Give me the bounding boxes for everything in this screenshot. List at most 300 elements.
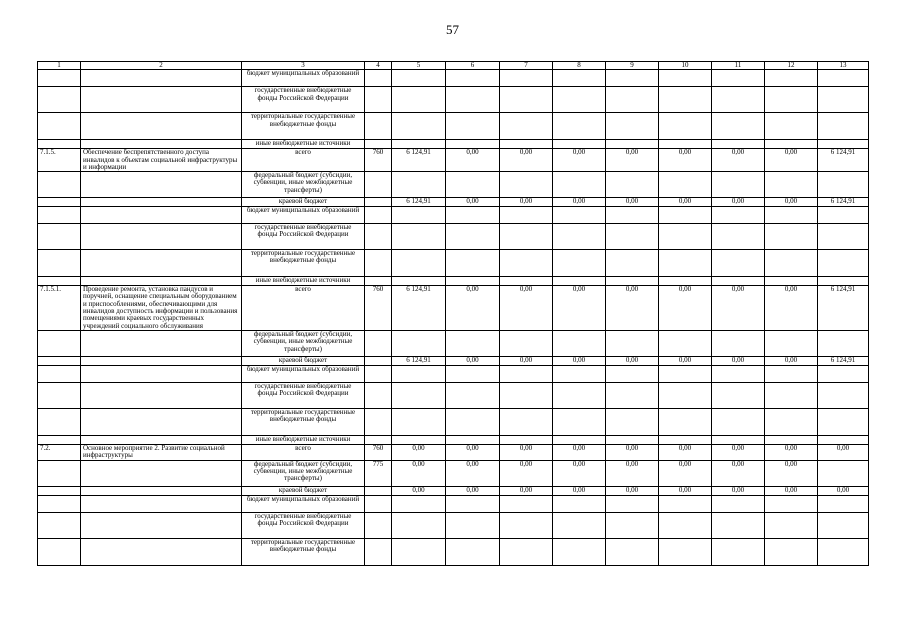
amount-cell (553, 330, 606, 356)
amount-cell: 0,00 (392, 460, 446, 486)
amount-cell (553, 277, 606, 286)
amount-cell (553, 224, 606, 250)
amount-cell (818, 172, 869, 198)
amount-cell (446, 87, 500, 113)
amount-cell: 0,00 (659, 444, 712, 460)
row-code (38, 486, 81, 495)
table-row (38, 207, 869, 224)
table-body (38, 70, 869, 565)
amount-cell (818, 277, 869, 286)
amount-cell: 0,00 (446, 444, 500, 460)
amount-cell: 6 124,91 (818, 356, 869, 365)
amount-cell: 0,00 (765, 286, 818, 331)
amount-cell (712, 512, 765, 538)
amount-cell: 0,00 (606, 198, 659, 207)
table-row (38, 70, 869, 87)
amount-cell (712, 250, 765, 277)
amount-cell (606, 172, 659, 198)
table-row (38, 356, 869, 365)
amount-cell (765, 224, 818, 250)
amount-cell (500, 512, 553, 538)
amount-cell (712, 70, 765, 87)
row-name: Обеспечение беспрепятственного доступа инвалидов к объектам социальной инфраструктуры и информации (81, 149, 242, 172)
amount-cell (765, 512, 818, 538)
amount-cell (659, 207, 712, 224)
amount-cell (606, 140, 659, 149)
amount-cell: 6 124,91 (818, 198, 869, 207)
table-row (38, 172, 869, 198)
amount-cell (818, 224, 869, 250)
amount-cell (818, 408, 869, 435)
amount-cell (659, 140, 712, 149)
amount-cell (818, 113, 869, 140)
funding-source: иные внебюджетные источники (242, 277, 365, 286)
row-name (81, 70, 242, 87)
amount-cell: 6 124,91 (392, 149, 446, 172)
amount-cell (818, 87, 869, 113)
row-code (38, 330, 81, 356)
amount-cell: 0,00 (500, 198, 553, 207)
amount-cell (446, 512, 500, 538)
amount-cell: 0,00 (659, 486, 712, 495)
row-name (81, 512, 242, 538)
row-name (81, 486, 242, 495)
amount-cell (392, 330, 446, 356)
amount-cell (659, 512, 712, 538)
amount-cell (765, 382, 818, 408)
amount-cell (765, 70, 818, 87)
amount-cell (392, 538, 446, 565)
column-4-value: 760 (365, 444, 392, 460)
amount-cell (659, 435, 712, 444)
amount-cell (659, 538, 712, 565)
row-name (81, 330, 242, 356)
amount-cell (712, 408, 765, 435)
amount-cell (659, 277, 712, 286)
row-code (38, 224, 81, 250)
amount-cell (392, 512, 446, 538)
amount-cell (392, 87, 446, 113)
funding-source: краевой бюджет (242, 486, 365, 495)
funding-source: всего (242, 286, 365, 331)
amount-cell: 0,00 (446, 486, 500, 495)
amount-cell (500, 70, 553, 87)
funding-source: краевой бюджет (242, 356, 365, 365)
row-name (81, 250, 242, 277)
amount-cell (712, 207, 765, 224)
amount-cell (500, 538, 553, 565)
amount-cell: 0,00 (659, 198, 712, 207)
column-4-value (365, 435, 392, 444)
amount-cell: 0,00 (446, 149, 500, 172)
amount-cell (446, 495, 500, 512)
amount-cell: 0,00 (553, 460, 606, 486)
amount-cell (392, 113, 446, 140)
amount-cell (446, 382, 500, 408)
amount-cell (500, 224, 553, 250)
table-row (38, 435, 869, 444)
amount-cell (606, 512, 659, 538)
amount-cell: 0,00 (712, 460, 765, 486)
column-4-value: 760 (365, 149, 392, 172)
table-row (38, 277, 869, 286)
amount-cell: 0,00 (818, 486, 869, 495)
amount-cell (659, 113, 712, 140)
amount-cell (553, 538, 606, 565)
column-header: 5 (392, 62, 446, 70)
amount-cell (500, 87, 553, 113)
table-row (38, 512, 869, 538)
amount-cell (712, 87, 765, 113)
amount-cell: 0,00 (446, 460, 500, 486)
row-code: 7.1.5.1. (38, 286, 81, 331)
amount-cell: 0,00 (392, 444, 446, 460)
amount-cell (392, 207, 446, 224)
amount-cell (606, 224, 659, 250)
column-header: 13 (818, 62, 869, 70)
amount-cell: 0,00 (659, 286, 712, 331)
page-number: 57 (446, 22, 459, 37)
amount-cell (659, 224, 712, 250)
amount-cell (392, 495, 446, 512)
row-code (38, 408, 81, 435)
amount-cell (765, 435, 818, 444)
column-header: 7 (500, 62, 553, 70)
amount-cell (553, 87, 606, 113)
amount-cell: 0,00 (553, 356, 606, 365)
amount-cell: 0,00 (712, 149, 765, 172)
amount-cell (500, 435, 553, 444)
row-name (81, 356, 242, 365)
column-header: 10 (659, 62, 712, 70)
funding-source: всего (242, 444, 365, 460)
row-code (38, 70, 81, 87)
column-4-value (365, 486, 392, 495)
column-4-value: 775 (365, 460, 392, 486)
amount-cell (553, 172, 606, 198)
amount-cell (712, 172, 765, 198)
row-code (38, 172, 81, 198)
row-name (81, 495, 242, 512)
amount-cell: 0,00 (765, 149, 818, 172)
column-4-value (365, 198, 392, 207)
amount-cell: 0,00 (500, 444, 553, 460)
column-4-value (365, 365, 392, 382)
amount-cell (392, 365, 446, 382)
funding-source: бюджет муниципальных образований (242, 365, 365, 382)
amount-cell: 0,00 (500, 286, 553, 331)
amount-cell (712, 224, 765, 250)
column-4-value (365, 113, 392, 140)
amount-cell (765, 172, 818, 198)
table-row (38, 365, 869, 382)
column-4-value (365, 512, 392, 538)
row-code (38, 512, 81, 538)
amount-cell: 0,00 (606, 444, 659, 460)
amount-cell (818, 460, 869, 486)
amount-cell (765, 365, 818, 382)
funding-source: федеральный бюджет (субсидии, субвенции, иные межбюджетные трансферты) (242, 172, 365, 198)
amount-cell (659, 382, 712, 408)
row-code (38, 356, 81, 365)
table-row (38, 140, 869, 149)
amount-cell (553, 207, 606, 224)
row-code (38, 207, 81, 224)
funding-source: федеральный бюджет (субсидии, субвенции, иные межбюджетные трансферты) (242, 330, 365, 356)
amount-cell (712, 113, 765, 140)
amount-cell: 0,00 (500, 486, 553, 495)
amount-cell: 6 124,91 (392, 356, 446, 365)
amount-cell (553, 70, 606, 87)
amount-cell: 0,00 (765, 486, 818, 495)
row-code (38, 495, 81, 512)
amount-cell (446, 330, 500, 356)
funding-source: государственные внебюджетные фонды Российской Федерации (242, 224, 365, 250)
amount-cell (606, 538, 659, 565)
amount-cell (818, 365, 869, 382)
funding-source: государственные внебюджетные фонды Российской Федерации (242, 87, 365, 113)
amount-cell (553, 365, 606, 382)
column-4-value (365, 250, 392, 277)
amount-cell (606, 277, 659, 286)
amount-cell (500, 113, 553, 140)
row-code (38, 538, 81, 565)
amount-cell (446, 140, 500, 149)
amount-cell (765, 113, 818, 140)
amount-cell (392, 435, 446, 444)
amount-cell: 0,00 (553, 149, 606, 172)
amount-cell (712, 435, 765, 444)
amount-cell: 0,00 (606, 286, 659, 331)
row-code (38, 382, 81, 408)
amount-cell (765, 87, 818, 113)
amount-cell (446, 70, 500, 87)
amount-cell (818, 382, 869, 408)
amount-cell (500, 250, 553, 277)
amount-cell: 0,00 (606, 149, 659, 172)
amount-cell (553, 250, 606, 277)
row-name (81, 365, 242, 382)
amount-cell (553, 495, 606, 512)
row-code (38, 365, 81, 382)
amount-cell: 6 124,91 (392, 286, 446, 331)
row-code (38, 460, 81, 486)
amount-cell (553, 435, 606, 444)
table-row (38, 460, 869, 486)
column-4-value (365, 70, 392, 87)
amount-cell (392, 70, 446, 87)
row-name (81, 207, 242, 224)
table-row (38, 330, 869, 356)
row-code (38, 87, 81, 113)
amount-cell: 0,00 (765, 460, 818, 486)
amount-cell: 0,00 (446, 286, 500, 331)
amount-cell (392, 140, 446, 149)
row-name: Проведение ремонта, установка пандусов и поручней, оснащение специальным оборудованием и приспособлениями, обеспечивающими для инвалидов доступность информации и пользования помещениями краевых государственных учреждений социального обслуживания (81, 286, 242, 331)
row-name (81, 198, 242, 207)
amount-cell (712, 495, 765, 512)
amount-cell (712, 140, 765, 149)
amount-cell: 0,00 (659, 149, 712, 172)
table-row (38, 408, 869, 435)
row-name (81, 408, 242, 435)
row-code (38, 277, 81, 286)
amount-cell (659, 87, 712, 113)
amount-cell (392, 172, 446, 198)
amount-cell (606, 250, 659, 277)
column-4-value (365, 382, 392, 408)
budget-table (37, 61, 869, 566)
amount-cell (392, 277, 446, 286)
amount-cell (606, 382, 659, 408)
column-4-value (365, 224, 392, 250)
amount-cell: 0,00 (765, 356, 818, 365)
amount-cell (765, 538, 818, 565)
funding-source: бюджет муниципальных образований (242, 70, 365, 87)
amount-cell (392, 382, 446, 408)
row-name (81, 140, 242, 149)
amount-cell (818, 435, 869, 444)
column-4-value (365, 207, 392, 224)
amount-cell: 0,00 (765, 444, 818, 460)
amount-cell: 0,00 (712, 486, 765, 495)
amount-cell (818, 207, 869, 224)
amount-cell: 0,00 (765, 198, 818, 207)
amount-cell (606, 87, 659, 113)
amount-cell: 0,00 (553, 286, 606, 331)
amount-cell (659, 70, 712, 87)
amount-cell (659, 365, 712, 382)
table-row (38, 250, 869, 277)
funding-source: бюджет муниципальных образований (242, 207, 365, 224)
amount-cell: 0,00 (818, 444, 869, 460)
amount-cell (659, 172, 712, 198)
amount-cell: 0,00 (659, 356, 712, 365)
amount-cell (606, 435, 659, 444)
amount-cell: 0,00 (553, 444, 606, 460)
row-code: 7.1.5. (38, 149, 81, 172)
amount-cell (712, 365, 765, 382)
amount-cell (500, 495, 553, 512)
amount-cell (446, 224, 500, 250)
table-row (38, 87, 869, 113)
column-header: 8 (553, 62, 606, 70)
amount-cell (818, 250, 869, 277)
row-code (38, 250, 81, 277)
amount-cell (553, 408, 606, 435)
amount-cell: 0,00 (446, 356, 500, 365)
amount-cell (446, 277, 500, 286)
amount-cell (446, 172, 500, 198)
table-row (38, 149, 869, 172)
amount-cell (500, 207, 553, 224)
amount-cell (500, 140, 553, 149)
column-4-value (365, 172, 392, 198)
amount-cell (818, 538, 869, 565)
row-code: 7.2. (38, 444, 81, 460)
amount-cell (553, 113, 606, 140)
amount-cell (606, 70, 659, 87)
row-code (38, 113, 81, 140)
table-row (38, 198, 869, 207)
column-header: 4 (365, 62, 392, 70)
amount-cell: 0,00 (392, 486, 446, 495)
column-4-value (365, 330, 392, 356)
funding-source: территориальные государственные внебюджетные фонды (242, 538, 365, 565)
amount-cell: 0,00 (606, 356, 659, 365)
amount-cell (818, 330, 869, 356)
amount-cell (500, 382, 553, 408)
amount-cell: 0,00 (712, 356, 765, 365)
row-name: Основное мероприятие 2. Развитие социальной инфраструктуры (81, 444, 242, 460)
column-4-value (365, 408, 392, 435)
amount-cell (446, 207, 500, 224)
amount-cell (659, 250, 712, 277)
column-4-value (365, 356, 392, 365)
amount-cell (606, 495, 659, 512)
amount-cell (606, 408, 659, 435)
amount-cell (500, 365, 553, 382)
column-header: 12 (765, 62, 818, 70)
amount-cell: 0,00 (553, 198, 606, 207)
column-4-value: 760 (365, 286, 392, 331)
funding-source: территориальные государственные внебюджетные фонды (242, 113, 365, 140)
amount-cell: 0,00 (606, 460, 659, 486)
row-name (81, 224, 242, 250)
amount-cell (765, 495, 818, 512)
funding-source: территориальные государственные внебюджетные фонды (242, 408, 365, 435)
amount-cell: 0,00 (712, 198, 765, 207)
amount-cell (765, 250, 818, 277)
amount-cell: 0,00 (606, 486, 659, 495)
row-name (81, 538, 242, 565)
row-name (81, 382, 242, 408)
amount-cell (553, 382, 606, 408)
amount-cell (446, 113, 500, 140)
amount-cell (606, 330, 659, 356)
row-name (81, 435, 242, 444)
table-row (38, 113, 869, 140)
row-code (38, 435, 81, 444)
amount-cell: 0,00 (446, 198, 500, 207)
column-4-value (365, 538, 392, 565)
amount-cell (818, 140, 869, 149)
amount-cell: 0,00 (712, 286, 765, 331)
amount-cell (818, 70, 869, 87)
column-header: 11 (712, 62, 765, 70)
row-code (38, 198, 81, 207)
row-name (81, 87, 242, 113)
amount-cell (818, 495, 869, 512)
column-4-value (365, 277, 392, 286)
amount-cell: 0,00 (659, 460, 712, 486)
table-row (38, 224, 869, 250)
column-header: 6 (446, 62, 500, 70)
amount-cell (553, 512, 606, 538)
amount-cell (553, 140, 606, 149)
funding-source: иные внебюджетные источники (242, 140, 365, 149)
amount-cell (392, 250, 446, 277)
amount-cell (392, 224, 446, 250)
amount-cell (446, 435, 500, 444)
amount-cell: 6 124,91 (818, 286, 869, 331)
column-4-value (365, 495, 392, 512)
amount-cell: 0,00 (500, 460, 553, 486)
amount-cell (446, 538, 500, 565)
amount-cell (765, 277, 818, 286)
header-row (38, 62, 869, 70)
amount-cell (500, 172, 553, 198)
